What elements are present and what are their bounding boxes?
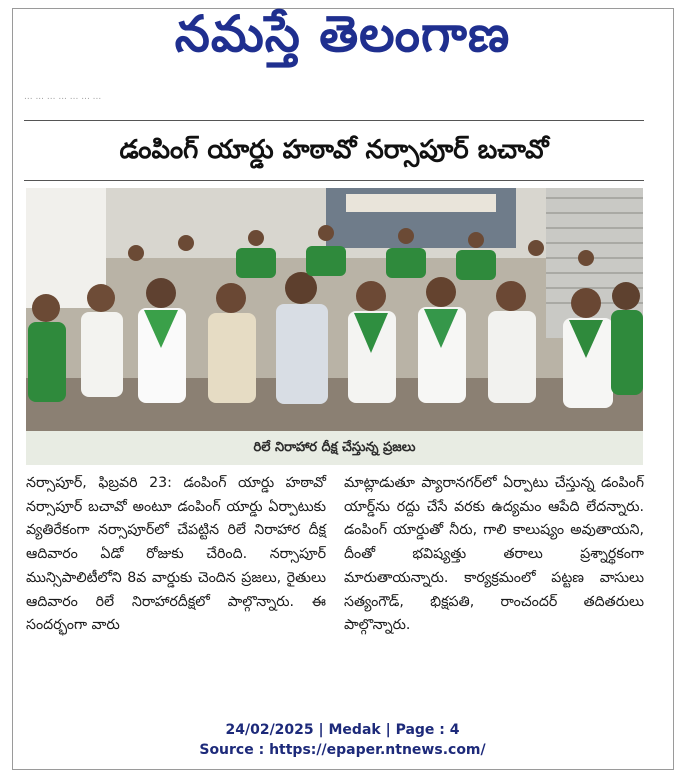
footer-date-line: 24/02/2025 | Medak | Page : 4	[225, 722, 460, 738]
article-column-right: మాట్లాడుతూ ప్యారానగర్‌లో ఏర్పాటు చేస్తున్న డంపింగ్ యార్డ్‌ను రద్దు చేసే వరకు ఉద్యమం ఆపేది లేదన్నారు. డంపింగ్ యార్డుతో నీరు, గాలి కాలుష్యం అవుతాయని, దీంతో భవిష్యత్తు తరాలు ప్రశ్నార్థకంగా మారుతాయన్నారు. కార్యక్రమంలో పట్టణ వాసులు సత్యంగౌడ్, భిక్షపతి, రాంచందర్ తదితరులు పాల్గొన్నారు.	[344, 475, 644, 634]
protest-photo-illustration	[26, 188, 643, 431]
article-column-left: నర్సాపూర్, ఫిబ్రవరి 23: డంపింగ్ యార్డు హఠావో నర్సాపూర్ బచావో అంటూ డంపింగ్ యార్డు ఏర్పాటుకు వ్యతిరేకంగా నర్సాపూర్‌లో చేపట్టిన రిలే నిరాహార దీక్ష ఆదివారం ఏడో రోజుకు చేరింది. నర్సాపూర్ మున్సిపాలిటీలోని 8వ వార్డుకు చెందిన ప్రజలు, రైతులు ఆదివారం రిలే నిరాహారదీక్షలో పాల్గొన్నారు. ఈ సందర్భంగా వారు	[26, 475, 326, 634]
photo-caption: రిలే నిరాహార దీక్ష చేస్తున్న ప్రజలు	[253, 440, 416, 455]
article-headline: డంపింగ్ యార్డు హఠావో నర్సాపూర్ బచావో	[119, 135, 549, 165]
masthead-title: నమస్తే తెలంగాణ	[174, 4, 511, 63]
photo-caption-bar	[26, 431, 643, 465]
teaser-strip: ... ... ... ... ... ... ...	[24, 92, 102, 102]
footer-source-line: Source : https://epaper.ntnews.com/	[199, 742, 486, 758]
masthead	[0, 0, 685, 80]
headline-rule	[24, 180, 644, 181]
news-photo	[26, 188, 643, 431]
top-rule	[24, 120, 644, 121]
